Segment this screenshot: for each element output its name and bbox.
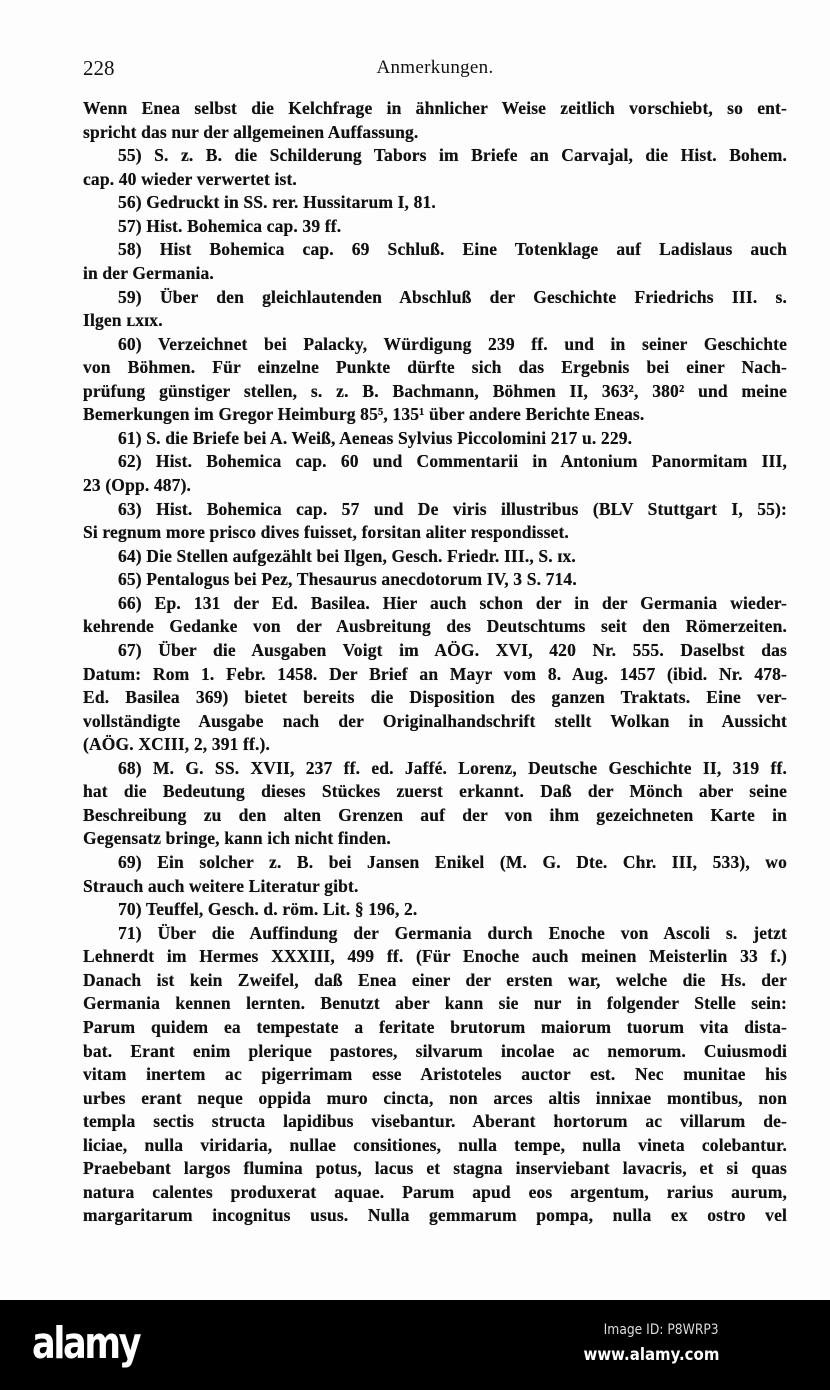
text-line: 70) Teuffel, Gesch. d. röm. Lit. § 196, 2. (118, 899, 418, 920)
text-line: Danach ist kein Zweifel, daß Enea einer der ersten war, welche die Hs. der (83, 969, 787, 990)
text-line: 69) Ein solcher z. B. bei Jansen Enikel (M. G. Dte. Chr. III, 533), wo (118, 852, 787, 872)
text-line: 67) Über die Ausgaben Voigt im AÖG. XVI, 420 Nr. 555. Daselbst das (118, 639, 787, 660)
text-line: natura calentes produxerat aquae. Parum apud eos argentum, rarius aurum, (83, 1181, 787, 1202)
page-number: 228 (83, 56, 115, 80)
text-line: Datum: Rom 1. Febr. 1458. Der Brief an Mayr vom 8. Aug. 1457 (ibid. Nr. 478- (83, 663, 787, 684)
text-line: 57) Hist. Bohemica cap. 39 ff. (118, 215, 342, 236)
text-line: Beschreibung zu den alten Grenzen auf der von ihm gezeichneten Karte in (83, 804, 787, 825)
text-line: Wenn Enea selbst die Kelchfrage in ähnlicher Weise zeitlich vorschiebt, so ent- (83, 98, 787, 118)
image-id: Image ID: P8WRP3 (604, 1322, 719, 1338)
text-line: Bemerkungen im Gregor Heimburg 85⁵, 135¹ über andere Berichte Eneas. (83, 404, 645, 425)
text-line: Gegensatz bringe, kann ich nicht finden. (83, 828, 391, 849)
text-line: templa sectis structa lapidibus visebantur. Aberant hortorum ac villarum de- (83, 1111, 787, 1132)
text-line: (AÖG. XCIII, 2, 391 ff.). (83, 734, 271, 755)
text-line: 71) Über die Auffindung der Germania durch Enoche von Ascoli s. jetzt (118, 922, 787, 943)
text-line: 23 (Opp. 487). (83, 475, 192, 495)
text-line: 64) Die Stellen aufgezählt bei Ilgen, Gesch. Friedr. III., S. ɪx. (118, 545, 576, 566)
text-line: 60) Verzeichnet bei Palacky, Würdigung 239 ff. und in seiner Geschichte (118, 333, 787, 354)
text-line: von Böhmen. Für einzelne Punkte dürfte sich das Ergebnis bei einer Nach- (83, 357, 787, 378)
footnotes-body (83, 97, 787, 1228)
text-line: prüfung günstiger stellen, s. z. B. Bachmann, Böhmen II, 363², 380² und meine (83, 380, 787, 401)
text-line: 58) Hist Bohemica cap. 69 Schluß. Eine Totenklage auf Ladislaus auch (118, 239, 787, 260)
text-line: 68) M. G. SS. XVII, 237 ff. ed. Jaffé. Lorenz, Deutsche Geschichte II, 319 ff. (118, 757, 787, 778)
text-line: Praebebant largos flumina potus, lacus et stagna inserviebant lavacris, et si quas (83, 1158, 787, 1179)
text-line: in der Germania. (83, 262, 214, 283)
text-line: spricht das nur der allgemeinen Auffassung. (83, 121, 419, 142)
text-line: hat die Bedeutung dieses Stückes zuerst erkannt. Daß der Mönch aber seine (83, 781, 787, 802)
text-line: Ilgen ʟxɪx. (83, 310, 163, 331)
watermark-bar (0, 1300, 830, 1390)
text-line: 56) Gedruckt in SS. rer. Hussitarum I, 81. (118, 192, 436, 213)
alamy-logo: alamy (32, 1318, 140, 1369)
text-line: Lehnerdt im Hermes XXXIII, 499 ff. (Für Enoche auch meinen Meisterlin 33 f.) (83, 946, 787, 967)
text-line: 65) Pentalogus bei Pez, Thesaurus anecdotorum IV, 3 S. 714. (118, 569, 577, 590)
text-line: Ed. Basilea 369) bietet bereits die Disposition des ganzen Traktats. Eine ver- (83, 687, 787, 708)
text-line: Germania kennen lernten. Benutzt aber kann sie nur in folgender Stelle sein: (83, 993, 787, 1014)
text-line: 61) S. die Briefe bei A. Weiß, Aeneas Sylvius Piccolomini 217 u. 229. (118, 427, 633, 448)
text-line: Si regnum more prisco dives fuisset, forsitan aliter respondisset. (83, 522, 569, 543)
text-line: Parum quidem ea tempestate a feritate brutorum maiorum tuorum vita dista- (83, 1016, 787, 1037)
text-line: vitam inertem ac pigerrimam esse Aristoteles auctor est. Nec munitae his (83, 1064, 787, 1085)
text-line: bat. Erant enim plerique pastores, silvarum incolae ac nemorum. Cuiusmodi (83, 1040, 787, 1061)
page-header (83, 56, 787, 84)
text-line: kehrende Gedanke von der Ausbreitung des Deutschtums seit den Römerzeiten. (83, 616, 787, 637)
text-line: 66) Ep. 131 der Ed. Basilea. Hier auch schon der in der Germania wieder- (118, 592, 787, 613)
text-line: vollständigte Ausgabe nach der Originalhandschrift stellt Wolkan in Aussicht (83, 710, 787, 731)
running-title: Anmerkungen. (376, 57, 494, 78)
text-line: 63) Hist. Bohemica cap. 57 und De viris illustribus (BLV Stuttgart I, 55): (118, 498, 787, 519)
text-line: Strauch auch weitere Literatur gibt. (83, 875, 359, 896)
watermark-url: www.alamy.com (583, 1345, 719, 1365)
text-line: urbes erant neque oppida muro cincta, non arces altis innixae montibus, non (83, 1087, 787, 1108)
text-line: liciae, nulla viridaria, nullae consitiones, nulla tempe, nulla vineta colebantur. (83, 1134, 787, 1155)
text-line: margaritarum incognitus usus. Nulla gemmarum pompa, nulla ex ostro vel (83, 1205, 787, 1226)
text-line: 59) Über den gleichlautenden Abschluß der Geschichte Friedrichs III. s. (118, 286, 787, 307)
text-line: 55) S. z. B. die Schilderung Tabors im Briefe an Carvajal, die Hist. Bohem. (118, 145, 787, 166)
text-line: 62) Hist. Bohemica cap. 60 und Commentarii in Antonium Panormitam III, (118, 451, 787, 472)
text-line: cap. 40 wieder verwertet ist. (83, 168, 297, 189)
